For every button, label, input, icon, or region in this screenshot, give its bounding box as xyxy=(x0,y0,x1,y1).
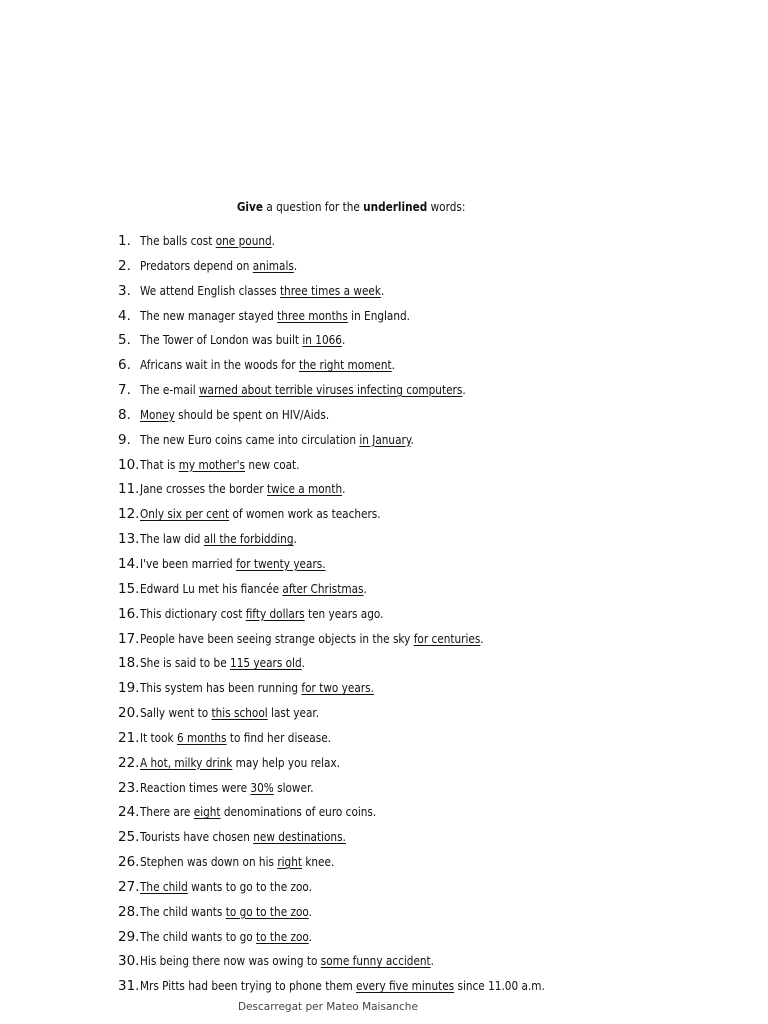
item-number: 19. xyxy=(118,680,140,697)
underlined-answer: three times a week xyxy=(279,282,381,298)
item-number: 28. xyxy=(118,903,140,920)
item-number: 10. xyxy=(118,456,140,473)
underlined-answer: warned about terrible viruses infecting computers xyxy=(198,382,463,398)
sentence-post: . xyxy=(301,655,305,671)
sentence-pre: Jane crosses the border xyxy=(140,481,268,497)
item-sentence xyxy=(140,602,383,627)
sentence-post: . xyxy=(380,282,385,298)
sentence-post: wants to go to the zoo. xyxy=(187,878,313,894)
sentence-pre: It took xyxy=(140,729,177,745)
underlined-answer: fifty dollars xyxy=(245,605,305,621)
item-number: 4. xyxy=(118,307,131,324)
underlined-answer: Only six per cent xyxy=(140,506,230,522)
item-number: 3. xyxy=(118,282,131,299)
underlined-answer: new destinations. xyxy=(253,829,346,845)
sentence-pre: His being there now was owing to xyxy=(140,953,321,969)
underlined-answer: eight xyxy=(193,804,221,820)
item-sentence xyxy=(140,527,297,552)
sentence-post: . xyxy=(308,903,313,919)
sentence-post: . xyxy=(480,630,484,646)
underlined-answer: every five minutes xyxy=(356,978,455,994)
sentence-pre: The Tower of London was built xyxy=(140,332,303,348)
item-number: 29. xyxy=(118,928,140,945)
sentence-pre: The e-mail xyxy=(140,382,199,398)
item-number: 5. xyxy=(118,332,131,349)
underlined-answer: 30% xyxy=(250,779,274,795)
underlined-answer: right xyxy=(277,854,302,870)
item-sentence xyxy=(140,304,410,329)
worksheet-instruction xyxy=(0,199,702,214)
underlined-answer: in 1066 xyxy=(302,332,342,348)
sentence-pre: Predators depend on xyxy=(140,257,253,273)
item-sentence xyxy=(140,676,374,701)
sentence-pre: Africans wait in the woods for xyxy=(140,357,299,373)
item-sentence xyxy=(140,254,297,279)
sentence-pre: The balls cost xyxy=(140,233,216,248)
sentence-pre: We attend English classes xyxy=(140,282,280,298)
item-sentence xyxy=(140,403,329,428)
item-number: 26. xyxy=(118,854,140,871)
item-number: 1. xyxy=(118,233,131,249)
underlined-answer: in January xyxy=(359,431,411,447)
item-number: 9. xyxy=(118,431,131,448)
sentence-post: . xyxy=(308,928,313,944)
underlined-answer: Money xyxy=(140,406,175,422)
item-sentence xyxy=(140,453,300,478)
sentence-post: . xyxy=(293,257,298,273)
sentence-post: . xyxy=(410,431,414,447)
instruction-give: Give xyxy=(236,199,263,214)
sentence-post: may help you relax. xyxy=(232,754,341,770)
sentence-post: . xyxy=(462,382,466,398)
sentence-pre: Stephen was down on his xyxy=(140,854,278,870)
item-sentence xyxy=(140,229,275,254)
sentence-post: . xyxy=(341,332,346,348)
item-number: 14. xyxy=(118,555,140,572)
item-number: 17. xyxy=(118,630,140,647)
instruction-underlined: underlined xyxy=(363,199,428,214)
item-number: 21. xyxy=(118,729,140,746)
sentence-pre: I've been married xyxy=(140,555,237,571)
item-sentence xyxy=(140,477,345,502)
item-sentence xyxy=(140,726,331,751)
item-sentence xyxy=(140,502,381,527)
underlined-answer: three months xyxy=(277,307,348,323)
item-sentence xyxy=(140,328,345,353)
underlined-answer: this school xyxy=(211,705,268,721)
underlined-answer: 6 months xyxy=(176,729,227,745)
item-number: 31. xyxy=(118,978,140,995)
sentence-post: in England. xyxy=(347,307,411,323)
download-footer: Descarregat per Mateo Maisanche xyxy=(238,1001,418,1013)
underlined-answer: animals xyxy=(252,257,294,273)
underlined-answer: to the zoo xyxy=(256,928,309,944)
item-number: 2. xyxy=(118,257,131,274)
item-number: 25. xyxy=(118,829,140,846)
sentence-post: slower. xyxy=(273,779,314,795)
underlined-answer: the right moment xyxy=(298,357,392,373)
underlined-answer: The child xyxy=(140,878,188,894)
underlined-answer: one pound xyxy=(215,233,272,248)
item-number: 18. xyxy=(118,655,140,672)
sentence-pre: This system has been running xyxy=(140,680,302,696)
sentence-pre: The child wants to go xyxy=(140,928,257,944)
underlined-answer: all the forbidding xyxy=(203,531,294,547)
item-sentence xyxy=(140,627,484,652)
item-number: 13. xyxy=(118,531,140,548)
item-sentence xyxy=(140,651,305,676)
item-number: 16. xyxy=(118,605,140,622)
sentence-post: denominations of euro coins. xyxy=(220,804,377,820)
sentence-post: ten years ago. xyxy=(304,605,384,621)
sentence-pre: The new Euro coins came into circulation xyxy=(140,431,360,447)
sentence-pre: People have been seeing strange objects in the sky xyxy=(140,630,414,646)
item-number: 11. xyxy=(118,481,140,498)
sentence-post: new coat. xyxy=(245,456,300,472)
underlined-answer: to go to the zoo xyxy=(225,903,309,919)
underlined-answer: twice a month xyxy=(267,481,343,497)
sentence-pre: Reaction times were xyxy=(140,779,251,795)
item-sentence xyxy=(140,552,326,577)
sentence-pre: She is said to be xyxy=(140,655,231,671)
underlined-answer: after Christmas xyxy=(282,580,364,596)
item-sentence xyxy=(140,577,367,602)
item-sentence xyxy=(140,850,334,875)
sentence-pre: Sally went to xyxy=(140,705,212,721)
item-sentence xyxy=(140,751,340,776)
item-sentence xyxy=(140,875,312,900)
sentence-post: . xyxy=(430,953,435,969)
item-number: 12. xyxy=(118,506,140,523)
underlined-answer: for twenty years. xyxy=(236,555,326,571)
item-sentence xyxy=(140,825,346,850)
sentence-post: knee. xyxy=(301,854,335,870)
sentence-pre: The law did xyxy=(140,531,204,547)
sentence-post: . xyxy=(391,357,396,373)
item-sentence xyxy=(140,949,434,974)
item-number: 23. xyxy=(118,779,140,796)
sentence-post: of women work as teachers. xyxy=(229,506,381,522)
sentence-post: should be spent on HIV/Aids. xyxy=(174,406,330,422)
item-sentence xyxy=(140,800,376,825)
sentence-pre: That is xyxy=(140,456,179,472)
underlined-answer: 115 years old xyxy=(230,655,302,671)
item-sentence xyxy=(140,378,466,403)
underlined-answer: A hot, milky drink xyxy=(140,754,233,770)
underlined-answer: for two years. xyxy=(301,680,374,696)
sentence-post: . xyxy=(293,531,297,547)
underlined-answer: my mother's xyxy=(178,456,246,472)
instruction-end: words: xyxy=(427,199,466,214)
item-sentence xyxy=(140,900,312,925)
item-sentence xyxy=(140,428,414,453)
sentence-pre: Mrs Pitts had been trying to phone them xyxy=(140,978,357,994)
item-number: 30. xyxy=(118,953,140,970)
item-number: 6. xyxy=(118,357,131,374)
sentence-post: to find her disease. xyxy=(226,729,331,745)
underlined-answer: some funny accident xyxy=(320,953,431,969)
item-number: 24. xyxy=(118,804,140,821)
item-number: 8. xyxy=(118,406,131,423)
item-number: 22. xyxy=(118,754,140,771)
sentence-post: . xyxy=(363,580,367,596)
item-number: 15. xyxy=(118,580,140,597)
item-sentence xyxy=(140,776,314,801)
item-sentence xyxy=(140,925,312,950)
item-sentence xyxy=(140,279,384,304)
item-number: 27. xyxy=(118,878,140,895)
sentence-pre: Tourists have chosen xyxy=(140,829,254,845)
instruction-middle: a question for the xyxy=(262,199,364,214)
sentence-pre: Edward Lu met his fiancée xyxy=(140,580,283,596)
item-sentence xyxy=(140,974,545,999)
underlined-answer: for centuries xyxy=(413,630,481,646)
item-sentence xyxy=(140,353,395,378)
item-number: 20. xyxy=(118,705,140,722)
sentence-pre: The child wants xyxy=(140,903,226,919)
sentence-post: . xyxy=(342,481,346,497)
item-number: 7. xyxy=(118,382,131,399)
sentence-post: . xyxy=(271,233,276,248)
item-sentence xyxy=(140,701,319,726)
sentence-pre: This dictionary cost xyxy=(140,605,246,621)
sentence-pre: The new manager stayed xyxy=(140,307,278,323)
sentence-pre: There are xyxy=(140,804,194,820)
sentence-post: last year. xyxy=(267,705,320,721)
sentence-post: since 11.00 a.m. xyxy=(454,978,545,994)
